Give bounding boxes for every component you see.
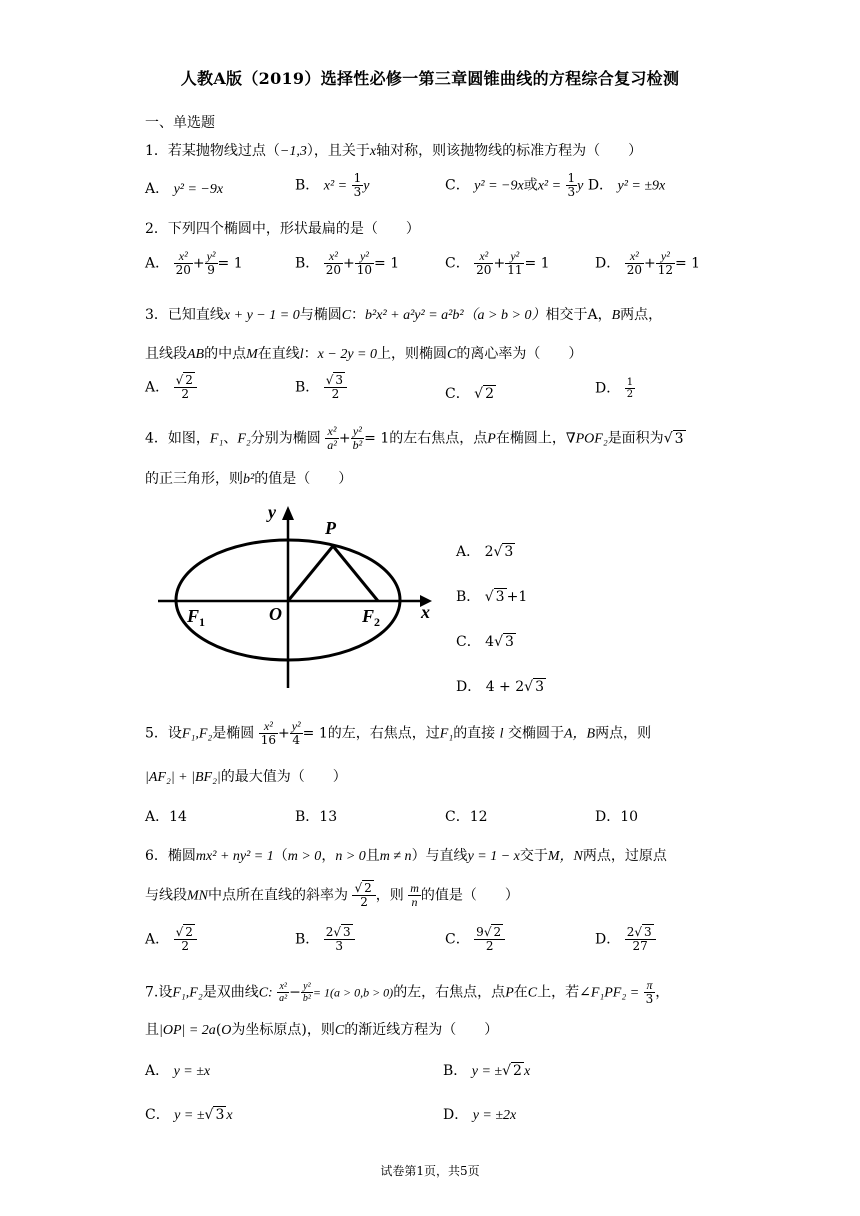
fraction (174, 926, 197, 953)
fraction-denominator: 3 (335, 939, 344, 953)
q1-c-part1: y² = −9x (474, 178, 524, 194)
page-footer: 试卷第1页，共5页 (380, 1164, 480, 1178)
q7-curve-name: C (334, 1023, 345, 1038)
term: y = ± (174, 1108, 205, 1123)
option-label: C． (445, 255, 470, 272)
q6-condition: n > 0 (335, 849, 366, 864)
fraction-denominator: 3 (353, 185, 362, 199)
fraction-denominator: 27 (632, 939, 648, 953)
fraction (259, 720, 278, 747)
q7-text: 且 (145, 1022, 159, 1038)
q6-line-equation: y = 1 − x (467, 849, 520, 864)
question-2-stem: 2．下列四个椭圆中，形状最扁的是（ ） (145, 221, 420, 237)
q7-text: 是双曲线 (202, 984, 259, 1001)
radicand: 2 (493, 925, 502, 939)
focus-f2-label: F (362, 606, 375, 626)
term: x (523, 1064, 531, 1079)
fraction-numerator: y² (505, 250, 524, 264)
fraction-denominator: b² (302, 993, 311, 1004)
option-label: A． (145, 255, 170, 272)
q1-stem-c: 轴对称，则该抛物线的标准方程为（ ） (376, 143, 643, 159)
option-label: C． (445, 386, 470, 402)
fraction (351, 425, 365, 452)
q2-option-c: C． $\frac{\text{x²}}{20}$ + $\frac{\text{y²}}{11}$ = 1 (445, 249, 550, 277)
q3-text: 的中点 (204, 346, 247, 362)
fraction-numerator: 1 (353, 171, 362, 185)
question-4-line-1: 4．如图，F₁、F₂分别为椭圆 $\frac{\text{x²}}{\text{a²}}$ + $\frac{\text{y²}}{\text{b²}}$ = 1的左右焦点，点P在椭圆上，∇POF₂是面积为√ 3 (145, 424, 684, 452)
q1-a-expr: y² = −9x (173, 182, 224, 197)
question-7-line-2 (145, 1019, 498, 1039)
equals-one: = 1 (374, 255, 400, 272)
option-label: D． (595, 809, 621, 825)
q1-stem-a: 1．若某抛物线过点（ (145, 143, 280, 159)
fraction-denominator: 16 (260, 733, 276, 747)
fraction (277, 981, 289, 1004)
equals-one: = 1 (217, 255, 243, 272)
radicand: 3 (505, 634, 514, 650)
fraction (174, 374, 197, 401)
fraction-denominator: 2 (360, 895, 368, 909)
fraction (324, 926, 355, 953)
q7-curve-name: C: (258, 985, 273, 1001)
q1-c-or: 或 (523, 177, 538, 194)
q4-text: 分别为椭圆 (250, 430, 321, 447)
q3-point-b: B (611, 308, 621, 323)
fraction-denominator: n (411, 895, 418, 909)
q4-text: 的值是（ ） (254, 471, 353, 487)
q3-line2-equation: x − 2y = 0 (317, 347, 377, 362)
q7-point-p: P (505, 985, 514, 1001)
radicand: 3 (643, 925, 652, 939)
option-label: C． (445, 931, 470, 948)
q3-text: 上，则椭圆 (377, 346, 447, 362)
fraction-numerator: m (410, 881, 419, 895)
question-4-line-2 (145, 468, 352, 488)
q2-option-d: D． $\frac{\text{x²}}{20}$ + $\frac{\text{y²}}{12}$ = 1 (595, 249, 701, 277)
point-p-label: P (325, 518, 336, 538)
radicand: 2 (485, 386, 495, 402)
radicand: 2 (185, 373, 193, 387)
q7-text: 上，若 (537, 984, 580, 1001)
question-1-stem (145, 140, 642, 160)
y-axis-label: y (268, 502, 276, 522)
term: +1 (506, 589, 528, 605)
q7-option-a (145, 1060, 210, 1080)
fraction (474, 250, 493, 277)
q3-curve-name: C (447, 347, 457, 362)
q4-point-p: P (487, 431, 496, 447)
q6-option-a (145, 926, 197, 953)
fraction-numerator: x² (324, 250, 343, 264)
q6-text: 且 (365, 848, 380, 864)
fraction-denominator: 3 (645, 992, 654, 1006)
q6-text: 与线段 (145, 887, 187, 904)
q4-text: 的正三角形，则 (145, 471, 243, 487)
q5-foci: F₁,F₂ (181, 726, 213, 742)
q5-line-name: l (499, 726, 504, 742)
fraction (644, 979, 656, 1006)
q4-triangle: ∇POF₂ (565, 431, 608, 447)
q1-b-lhs: x² = (323, 178, 348, 194)
fraction (324, 250, 343, 277)
fraction-denominator: a² (279, 993, 288, 1004)
fraction (656, 250, 675, 277)
q6-option-b (295, 926, 355, 953)
fraction (355, 250, 374, 277)
option-value: y = ±2x (472, 1108, 517, 1123)
q1-option-a (145, 178, 223, 198)
q7-text: ( (215, 1022, 222, 1038)
option-label: D． (587, 177, 614, 194)
fraction-denominator: 20 (626, 263, 642, 277)
fraction-denominator: 11 (507, 263, 523, 277)
fraction-denominator: 2 (626, 389, 634, 400)
q7-text: 为坐标原点)，则 (231, 1022, 335, 1038)
q3-segment: AB (187, 347, 205, 362)
equals-one: = 1 (302, 725, 328, 742)
q3-text: 与椭圆 (299, 307, 342, 323)
q4-option-d: D． 4 + 2√ 3 (456, 679, 544, 695)
fraction (324, 374, 347, 401)
page-title: 人教A版（2019）选择性必修一第三章圆锥曲线的方程综合复习检测 (180, 69, 680, 88)
q6-text: 中点所在直线的斜率为 (208, 887, 348, 904)
section-heading: 一、单选题 (145, 115, 215, 131)
q3-text: 的离心率为（ ） (456, 346, 583, 362)
q2-option-a: A． $\frac{\text{x²}}{20}$ + $\frac{\text{y²}}{9}$ = 1 (145, 249, 243, 277)
fraction (205, 250, 218, 277)
fraction-denominator: 4 (292, 733, 301, 747)
q7-angle: ∠F₁PF₂ = (579, 985, 640, 1001)
q5-text: 的直接 (453, 725, 496, 742)
segment-pf2 (333, 546, 378, 601)
fraction-numerator: x² (474, 250, 493, 264)
q3-text: ： (303, 346, 318, 362)
q6-points: M，N (547, 849, 583, 864)
q3-text: 在直线 (257, 346, 300, 362)
q5-option-b (295, 806, 337, 826)
q5-text: 两点，则 (595, 725, 652, 742)
fraction-numerator: x² (259, 720, 278, 734)
q6-text: 交于 (519, 848, 548, 864)
q4-b-squared: b² (243, 472, 255, 487)
question-5-line-1: 5．设F₁,F₂是椭圆 $\frac{\text{x²}}{16}$ + $\frac{\text{y²}}{4}$ = 1的左，右焦点，过F₁的直接 l 交椭圆于A，B两点，则 (145, 719, 652, 747)
q5-text: 交椭圆于 (507, 725, 564, 742)
q5-text: 是椭圆 (212, 725, 255, 742)
coefficient: 9 (476, 925, 484, 939)
option-label: C． (456, 634, 481, 650)
q1-stem-b: ），且关于 (306, 143, 370, 159)
option-label: B． (295, 379, 320, 396)
option-label: D． (595, 931, 621, 948)
q7-origin: O (221, 1023, 232, 1038)
fraction-numerator: x² (325, 425, 339, 439)
option-label: B． (456, 589, 481, 605)
option-label: A． (145, 1063, 170, 1079)
q3-option-d (595, 377, 635, 400)
term: y = ± (471, 1064, 503, 1079)
equals-one: = 1 (524, 255, 550, 272)
q1-option-b (295, 172, 369, 199)
q6-text: ， (321, 848, 336, 864)
q3-ellipse-equation: b²x² + a²y² = a²b² (365, 308, 464, 323)
fraction-numerator: √ 2 (174, 926, 197, 940)
option-label: A． (456, 544, 481, 560)
fraction-numerator: 1 (567, 171, 576, 185)
q1-d-expr: y² = ±9x (617, 178, 666, 194)
fraction-denominator: 3 (567, 185, 576, 199)
q3-option-b (295, 374, 347, 401)
q6-segment: MN (187, 888, 208, 904)
q3-text: ： (351, 307, 366, 323)
fraction (325, 425, 339, 452)
q7-text: 在 (513, 984, 528, 1001)
q5-points: A，B (563, 726, 596, 742)
option-label: C． (445, 177, 470, 194)
fraction-numerator: y² (656, 250, 675, 264)
option-label: A． (145, 379, 170, 396)
option-label: B． (295, 255, 320, 272)
q6-text: 的值是（ ） (420, 887, 519, 904)
q3-curve-name: C (341, 308, 352, 323)
fraction-numerator: √ 2 (174, 374, 197, 388)
fraction (352, 882, 375, 909)
q7-curve-name: C (527, 985, 538, 1001)
fraction-denominator: a² (327, 438, 337, 452)
q6-text: ，则 (375, 887, 404, 904)
equals-one: = 1 (674, 255, 701, 272)
fraction (174, 250, 193, 277)
option-label: C． (445, 809, 470, 825)
q3-text: 两点， (620, 307, 663, 323)
fraction-denominator: 2 (485, 939, 494, 953)
fraction-denominator: 20 (476, 263, 492, 277)
q6-ellipse-equation: mx² + ny² = 1 (195, 849, 274, 864)
radicand: 3 (215, 1107, 225, 1123)
focus-f1-subscript: 1 (199, 615, 205, 629)
fraction (505, 250, 524, 277)
radicand: 3 (335, 373, 344, 387)
q7-text: ， (655, 984, 670, 1001)
q6-text: 两点，过原点 (582, 848, 667, 864)
fraction-numerator: 1 (626, 377, 634, 388)
q4-text: 的左右焦点，点 (389, 430, 488, 447)
fraction-denominator: 9 (207, 263, 215, 277)
radicand: 3 (504, 544, 514, 560)
option-label: B． (295, 931, 320, 948)
q5-text: 的左，右焦点，过 (327, 725, 440, 742)
q7-option-d (443, 1104, 516, 1124)
fraction (290, 720, 303, 747)
q6-text: ）与直线 (411, 848, 468, 864)
origin-label: O (269, 604, 282, 624)
fraction-denominator: 10 (356, 263, 373, 277)
fraction-numerator: y² (355, 250, 374, 264)
focus-f1-label: F (187, 606, 200, 626)
fraction-denominator: 12 (657, 263, 673, 277)
q5-text: 的最大值为（ ） (220, 769, 347, 785)
term: x (226, 1108, 233, 1123)
radicand: 3 (495, 589, 505, 605)
fraction-denominator: 20 (175, 263, 191, 277)
q7-op-expression: |OP| = 2a (159, 1023, 216, 1038)
fraction-numerator: π (644, 979, 656, 993)
q5-text: 5．设 (145, 725, 182, 742)
equals-one: = 1 (364, 430, 390, 447)
coefficient: 4 (485, 634, 495, 650)
q6-text: 6．椭圆 (145, 848, 196, 864)
option-value: 14 (169, 809, 187, 825)
radicand: 2 (513, 1063, 522, 1079)
fraction (408, 882, 421, 909)
q3-option-a (145, 374, 197, 401)
option-label: B． (443, 1063, 468, 1079)
q6-option-c (445, 926, 505, 953)
q3-option-c: C． √ 2 (445, 386, 495, 402)
radicand: 3 (674, 430, 684, 447)
option-label: A． (145, 181, 170, 197)
q1-option-c (445, 172, 665, 199)
option-value: y = ±x (173, 1064, 211, 1079)
q3-line-name: l (299, 347, 304, 362)
q5-option-d (595, 806, 638, 826)
question-5-line-2 (145, 766, 347, 786)
q1-c-fraction (566, 172, 578, 199)
fraction-denominator: 20 (325, 263, 342, 277)
fraction (301, 981, 313, 1004)
q7-text: 的渐近线方程为（ ） (344, 1022, 499, 1038)
q3-text: 相交于A， (545, 307, 612, 323)
fraction-numerator: y² (206, 249, 216, 263)
q4-focus-2: F₂ (237, 431, 251, 447)
fraction-numerator: x² (625, 250, 644, 264)
option-value: 10 (620, 809, 639, 825)
q6-option-d (595, 926, 656, 953)
q4-option-b: B． √ 3 +1 (456, 589, 528, 605)
fraction-numerator: 9√ 2 (474, 926, 505, 940)
q1-c-part2: x² = (537, 178, 562, 194)
fraction (625, 926, 656, 953)
fraction-denominator: 2 (181, 939, 190, 953)
radicand: 2 (185, 925, 193, 939)
q5-focus-1: F₁ (439, 726, 454, 742)
coefficient: 2 (484, 544, 494, 560)
fraction-numerator: 2√ 3 (324, 926, 355, 940)
q3-condition: （a > b > 0） (463, 308, 546, 323)
q7-option-b: B． y = ±√ 2 x (443, 1063, 531, 1079)
option-label: A． (145, 809, 170, 825)
question-7-line-1: 7.设F₁,F₂是双曲线C: $\frac{\text{x²}}{\text{a²}}$ − $\frac{\text{y²}}{\text{b²}}$ = 1(a > 0,b > 0)的左，右焦点，点P在C上，若∠F₁PF₂ = $\frac{\pi}{3}$ ， (145, 978, 670, 1006)
fraction (625, 377, 635, 400)
segment-op (288, 546, 333, 601)
q5-expression: |AF₂| + |BF₂| (145, 770, 221, 785)
q4-text: 在椭圆上， (495, 430, 566, 447)
option-value: 12 (469, 809, 488, 825)
x-axis-label: x (421, 602, 430, 622)
focus-f2-subscript: 2 (374, 615, 380, 629)
option-label: D． (456, 679, 482, 695)
q1-point: −1,3 (279, 144, 307, 159)
fraction-numerator: x² (277, 981, 289, 993)
q3-line-equation: x + y − 1 = 0 (223, 308, 300, 323)
fraction-denominator: 2 (331, 387, 340, 401)
question-3-line-1 (145, 304, 662, 324)
coefficient: 2 (325, 925, 334, 939)
q5-option-c (445, 806, 488, 826)
coefficient: 2 (626, 925, 635, 939)
q4-text: 是面积为 (607, 430, 664, 447)
q7-text: 的左，右焦点，点 (393, 984, 506, 1001)
fraction-numerator: √ 3 (324, 374, 347, 388)
y-axis-arrow-icon (282, 506, 294, 520)
option-label: B． (295, 177, 320, 194)
option-label: D． (443, 1107, 469, 1123)
q3-text: 3．已知直线 (145, 307, 224, 323)
q3-text: 且线段 (145, 346, 187, 362)
question-6-line-2 (145, 882, 519, 909)
q1-c-rhs: y (577, 178, 584, 194)
fraction-numerator: 2√ 3 (625, 926, 656, 940)
option-label: D． (595, 255, 621, 272)
term: 4 + 2 (485, 679, 525, 695)
fraction-numerator: y² (301, 981, 313, 993)
radicand: 2 (364, 881, 372, 895)
question-6-line-1 (145, 845, 667, 865)
option-value: 13 (319, 809, 338, 825)
fraction-denominator: 2 (181, 387, 190, 401)
question-3-line-2 (145, 343, 582, 363)
option-label: B． (295, 809, 320, 825)
q4-option-a: A． 2√ 3 (456, 544, 514, 560)
fraction (625, 250, 644, 277)
q7-foci: F₁,F₂ (172, 985, 203, 1001)
q1-b-rhs: y (363, 178, 370, 194)
q5-option-a (145, 806, 187, 826)
radicand: 3 (343, 925, 351, 939)
fraction (474, 926, 505, 953)
option-label: C． (145, 1107, 170, 1123)
option-label: A． (145, 931, 170, 948)
q7-option-c: C． y = ±√ 3 x (145, 1107, 233, 1123)
q4-option-c: C． 4√ 3 (456, 634, 514, 650)
q2-option-b: B． $\frac{\text{x²}}{20}$ + $\frac{\text{y²}}{10}$ = 1 (295, 249, 400, 277)
fraction-numerator: √ 2 (352, 882, 375, 896)
fraction-numerator: x² (174, 250, 193, 264)
q1-b-fraction (352, 172, 364, 199)
q1-var: x (369, 144, 377, 159)
q3-midpoint: M (246, 347, 258, 362)
q7-hyperbola-condition: = 1(a > 0,b > 0) (312, 985, 394, 1000)
q4-text: 4．如图， (145, 430, 210, 447)
radicand: 3 (535, 679, 544, 695)
q7-text: 7.设 (145, 984, 173, 1001)
q6-condition: m > 0 (287, 849, 322, 864)
q4-focus-1: F₁ (209, 431, 224, 447)
fraction-denominator: b² (352, 438, 363, 452)
fraction-numerator: y² (351, 425, 365, 439)
ellipse-figure (150, 500, 440, 695)
q6-text: （ (273, 848, 288, 864)
q4-text: 、 (223, 430, 238, 447)
option-label: D． (595, 380, 621, 397)
q6-condition: m ≠ n (379, 849, 412, 864)
fraction-numerator: y² (291, 719, 301, 733)
